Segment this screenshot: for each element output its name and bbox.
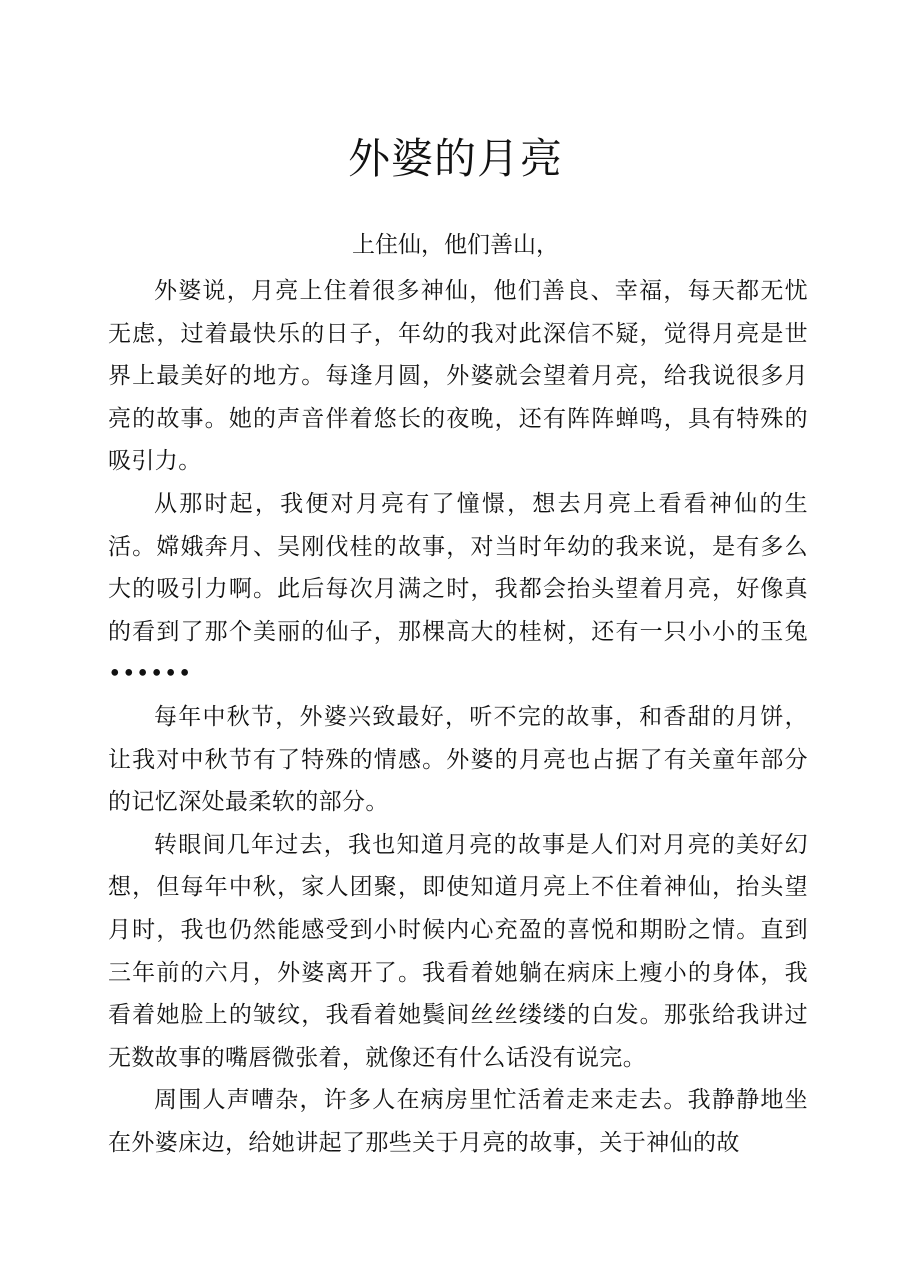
document-title: 外婆的月亮 — [347, 134, 563, 183]
paragraph: 周围人声嘈杂，许多人在病房里忙活着走来走去。我静静地坐在外婆床边，给她讲起了那些关于月亮的故事，关于神仙的故 — [108, 1087, 808, 1156]
paragraph: 外婆说，月亮上住着很多神仙，他们善良、幸福，每天都无忧无虑，过着最快乐的日子，年幼的我对此深信不疑，觉得月亮是世界上最美好的地方。每逢月圆，外婆就会望着月亮，给我说很多月亮的故事。她的声音伴着悠长的夜晚，还有阵阵蝉鸣，具有特殊的吸引力。 — [108, 278, 808, 475]
document-body — [108, 270, 808, 1164]
paragraph: 从那时起，我便对月亮有了憧憬，想去月亮上看看神仙的生活。嫦娥奔月、吴刚伐桂的故事，对当时年幼的我来说，是有多么大的吸引力啊。此后每次月满之时，我都会抬头望着月亮，好像真的看到了那个美丽的仙子，那棵高大的桂树，还有一只小小的玉兔•••••• — [108, 490, 808, 688]
paragraph: 转眼间几年过去，我也知道月亮的故事是人们对月亮的美好幻想，但每年中秋，家人团聚，即使知道月亮上不住着神仙，抬头望月时，我也仍然能感受到小时候内心充盈的喜悦和期盼之情。直到三年前的六月，外婆离开了。我看着她躺在病床上瘦小的身体，我看着她脸上的皱纹，我看着她鬓间丝丝缕缕的白发。那张给我讲过无数故事的嘴唇微张着，就像还有什么话没有说完。 — [108, 831, 808, 1071]
paragraph: 每年中秋节，外婆兴致最好，听不完的故事，和香甜的月饼，让我对中秋节有了特殊的情感。外婆的月亮也占据了有关童年部分的记忆深处最柔软的部分。 — [108, 703, 808, 816]
document-subtitle: 上住仙，他们善山， — [352, 232, 559, 258]
